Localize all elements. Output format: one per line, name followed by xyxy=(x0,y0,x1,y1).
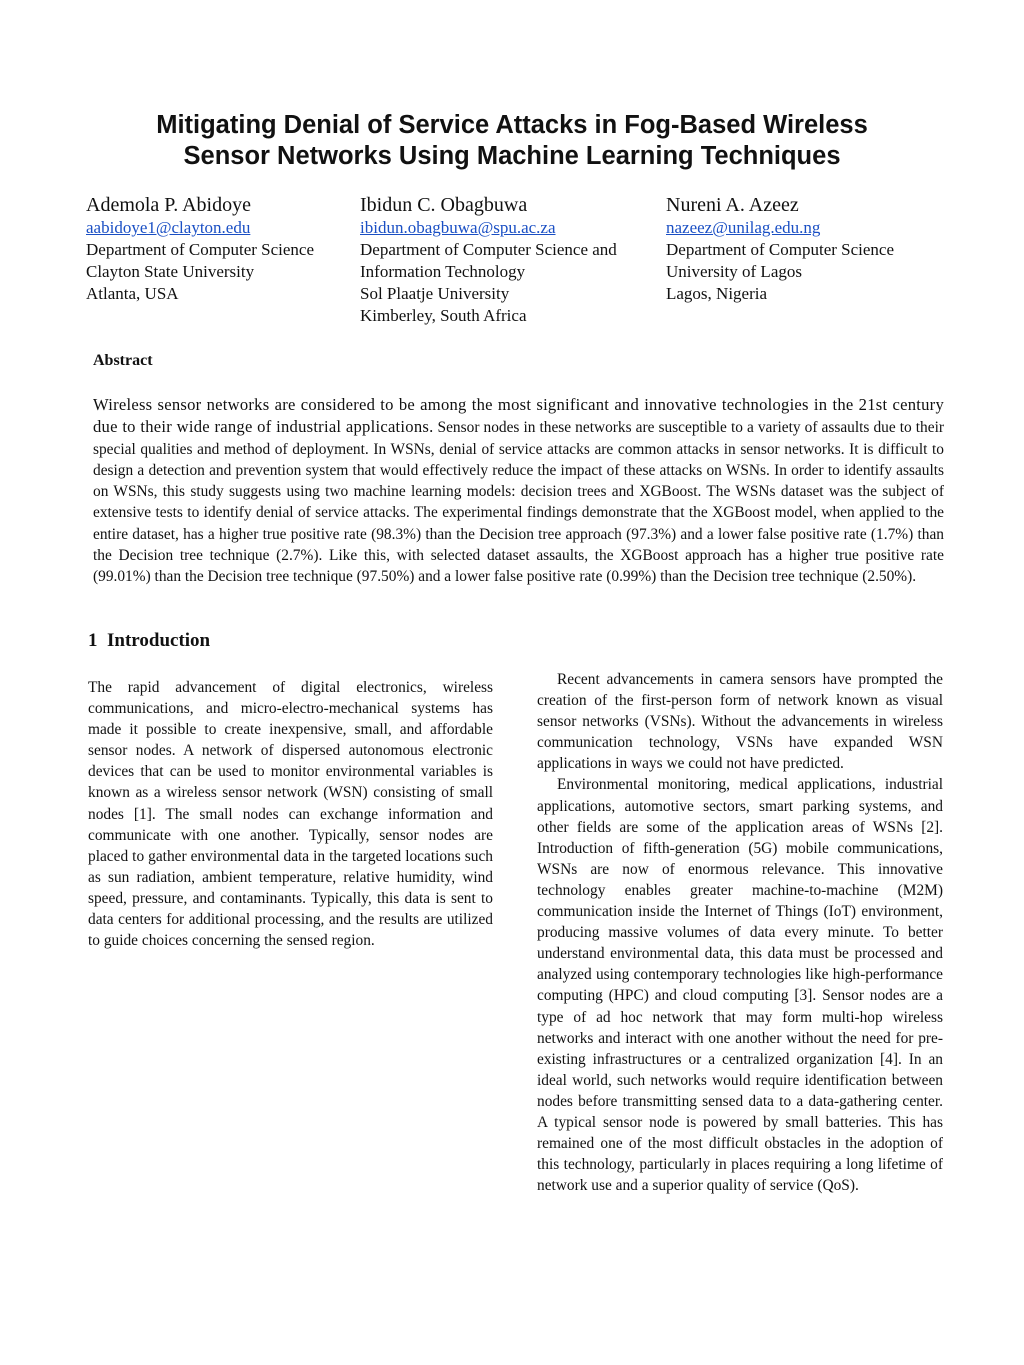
author-block-azeez xyxy=(666,193,956,305)
author-block-obagbuwa xyxy=(360,193,660,327)
author-location: Atlanta, USA xyxy=(86,284,179,303)
author-institution: University of Lagos xyxy=(666,262,802,281)
paper-title-line-1: Mitigating Denial of Service Attacks in Fog-Based Wireless xyxy=(156,111,868,139)
intro-paragraph-2: Recent advancements in camera sensors have prompted the creation of the first-person form of network known as visual sensor networks (VSNs). Without the advancements in wireless communication technology, VSNs have expanded WSN applications in ways we could not have predicted. xyxy=(537,671,943,773)
author-name: Nureni A. Azeez xyxy=(666,194,799,216)
author-email-link[interactable]: ibidun.obagbuwa@spu.ac.za xyxy=(360,218,556,237)
abstract-paragraph xyxy=(93,394,944,588)
author-institution: Sol Plaatje University xyxy=(360,284,510,303)
author-department: Department of Computer Science xyxy=(86,240,315,259)
author-department-cont: Information Technology xyxy=(360,262,526,281)
author-name: Ibidun C. Obagbuwa xyxy=(360,194,528,216)
author-department: Department of Computer Science xyxy=(666,240,895,259)
paper-title xyxy=(80,110,944,172)
author-department: Department of Computer Science and xyxy=(360,240,617,259)
intro-right-column xyxy=(537,669,943,1196)
author-location: Kimberley, South Africa xyxy=(360,306,527,325)
intro-paragraph-1: The rapid advancement of digital electronics, wireless communications, and micro-electro-mechanical systems has made it possible to create inexpensive, small, and affordable sensor nodes. A network of dispersed autonomous electronic devices that can be used to monitor environmental variables is known as a wireless sensor network (WSN) consisting of small nodes [1]. The small nodes can exchange information and communicate with one another. Typically, sensor nodes are placed to gather environmental data in the targeted locations such as sun radiation, ambient temperature, relative humidity, wind speed, pressure, and contaminants. Typically, this data is sent to data centers for additional processing, and the results are utilized to guide choices concerning the sensed region. xyxy=(88,679,493,950)
author-email-link[interactable]: aabidoye1@clayton.edu xyxy=(86,218,251,237)
author-institution: Clayton State University xyxy=(86,262,255,281)
author-block-abidoye xyxy=(86,193,348,305)
author-email-link[interactable]: nazeez@unilag.edu.ng xyxy=(666,218,821,237)
introduction-heading: 1 Introduction xyxy=(88,630,211,651)
author-name: Ademola P. Abidoye xyxy=(86,194,251,216)
abstract-body: Sensor nodes in these networks are susceptible to a variety of assaults due to their special qualities and method of deployment. In WSNs, denial of service attacks are common attacks in sensor networks. It is difficult to design a detection and prevention system that would effectively reduce the impact of these attacks on WSNs. In order to identify assaults on WSNs, this study suggests using two machine learning models: decision trees and XGBoost. The WSNs dataset was the subject of extensive tests to identify denial of service attacks. The experimental findings demonstrate that the XGBoost model, when applied to the entire dataset, has a higher true positive rate (98.3%) than the Decision tree approach (97.3%) and a lower false positive rate (1.7%) than the Decision tree technique (2.7%). Like this, with selected dataset assaults, the XGBoost approach has a higher true positive rate (99.01%) than the Decision tree technique (97.50%) and a lower false positive rate (0.99%) than the Decision tree technique (2.50%). xyxy=(93,419,944,586)
abstract-lead-sentence: Wireless sensor networks are considered to be among the most significant and innovative technologies in the 21st century due to their wide range of industrial applications. xyxy=(93,395,944,437)
intro-paragraph-3: Environmental monitoring, medical applications, industrial applications, automotive sectors, smart parking systems, and other fields are some of the application areas of WSNs [2]. Introduction of fifth-generation (5G) mobile communications, WSNs are now of enormous relevance. This innovative technology enables greater machine-to-machine (M2M) communication inside the Internet of Things (IoT) environment, producing massive volumes of data every minute. To better understand environmental data, this data must be processed and analyzed using contemporary technologies like high-performance computing (HPC) and cloud computing [3]. Sensor nodes are a type of ad hoc network that may form multi-hop wireless networks and interact with one another without the need for pre-existing infrastructures or a centralized organization [4]. In an ideal world, such networks would require identification between nodes before transmitting sensed data to a data-gathering center. A typical sensor node is powered by small batteries. This has remained one of the most difficult obstacles in the adoption of this technology, particularly in places requiring a long lifetime of network use and a superior quality of service (QoS). xyxy=(537,776,943,1195)
author-location: Lagos, Nigeria xyxy=(666,284,768,303)
abstract-heading: Abstract xyxy=(93,352,153,369)
intro-left-column xyxy=(88,677,493,951)
paper-title-line-2: Sensor Networks Using Machine Learning Techniques xyxy=(183,142,841,170)
